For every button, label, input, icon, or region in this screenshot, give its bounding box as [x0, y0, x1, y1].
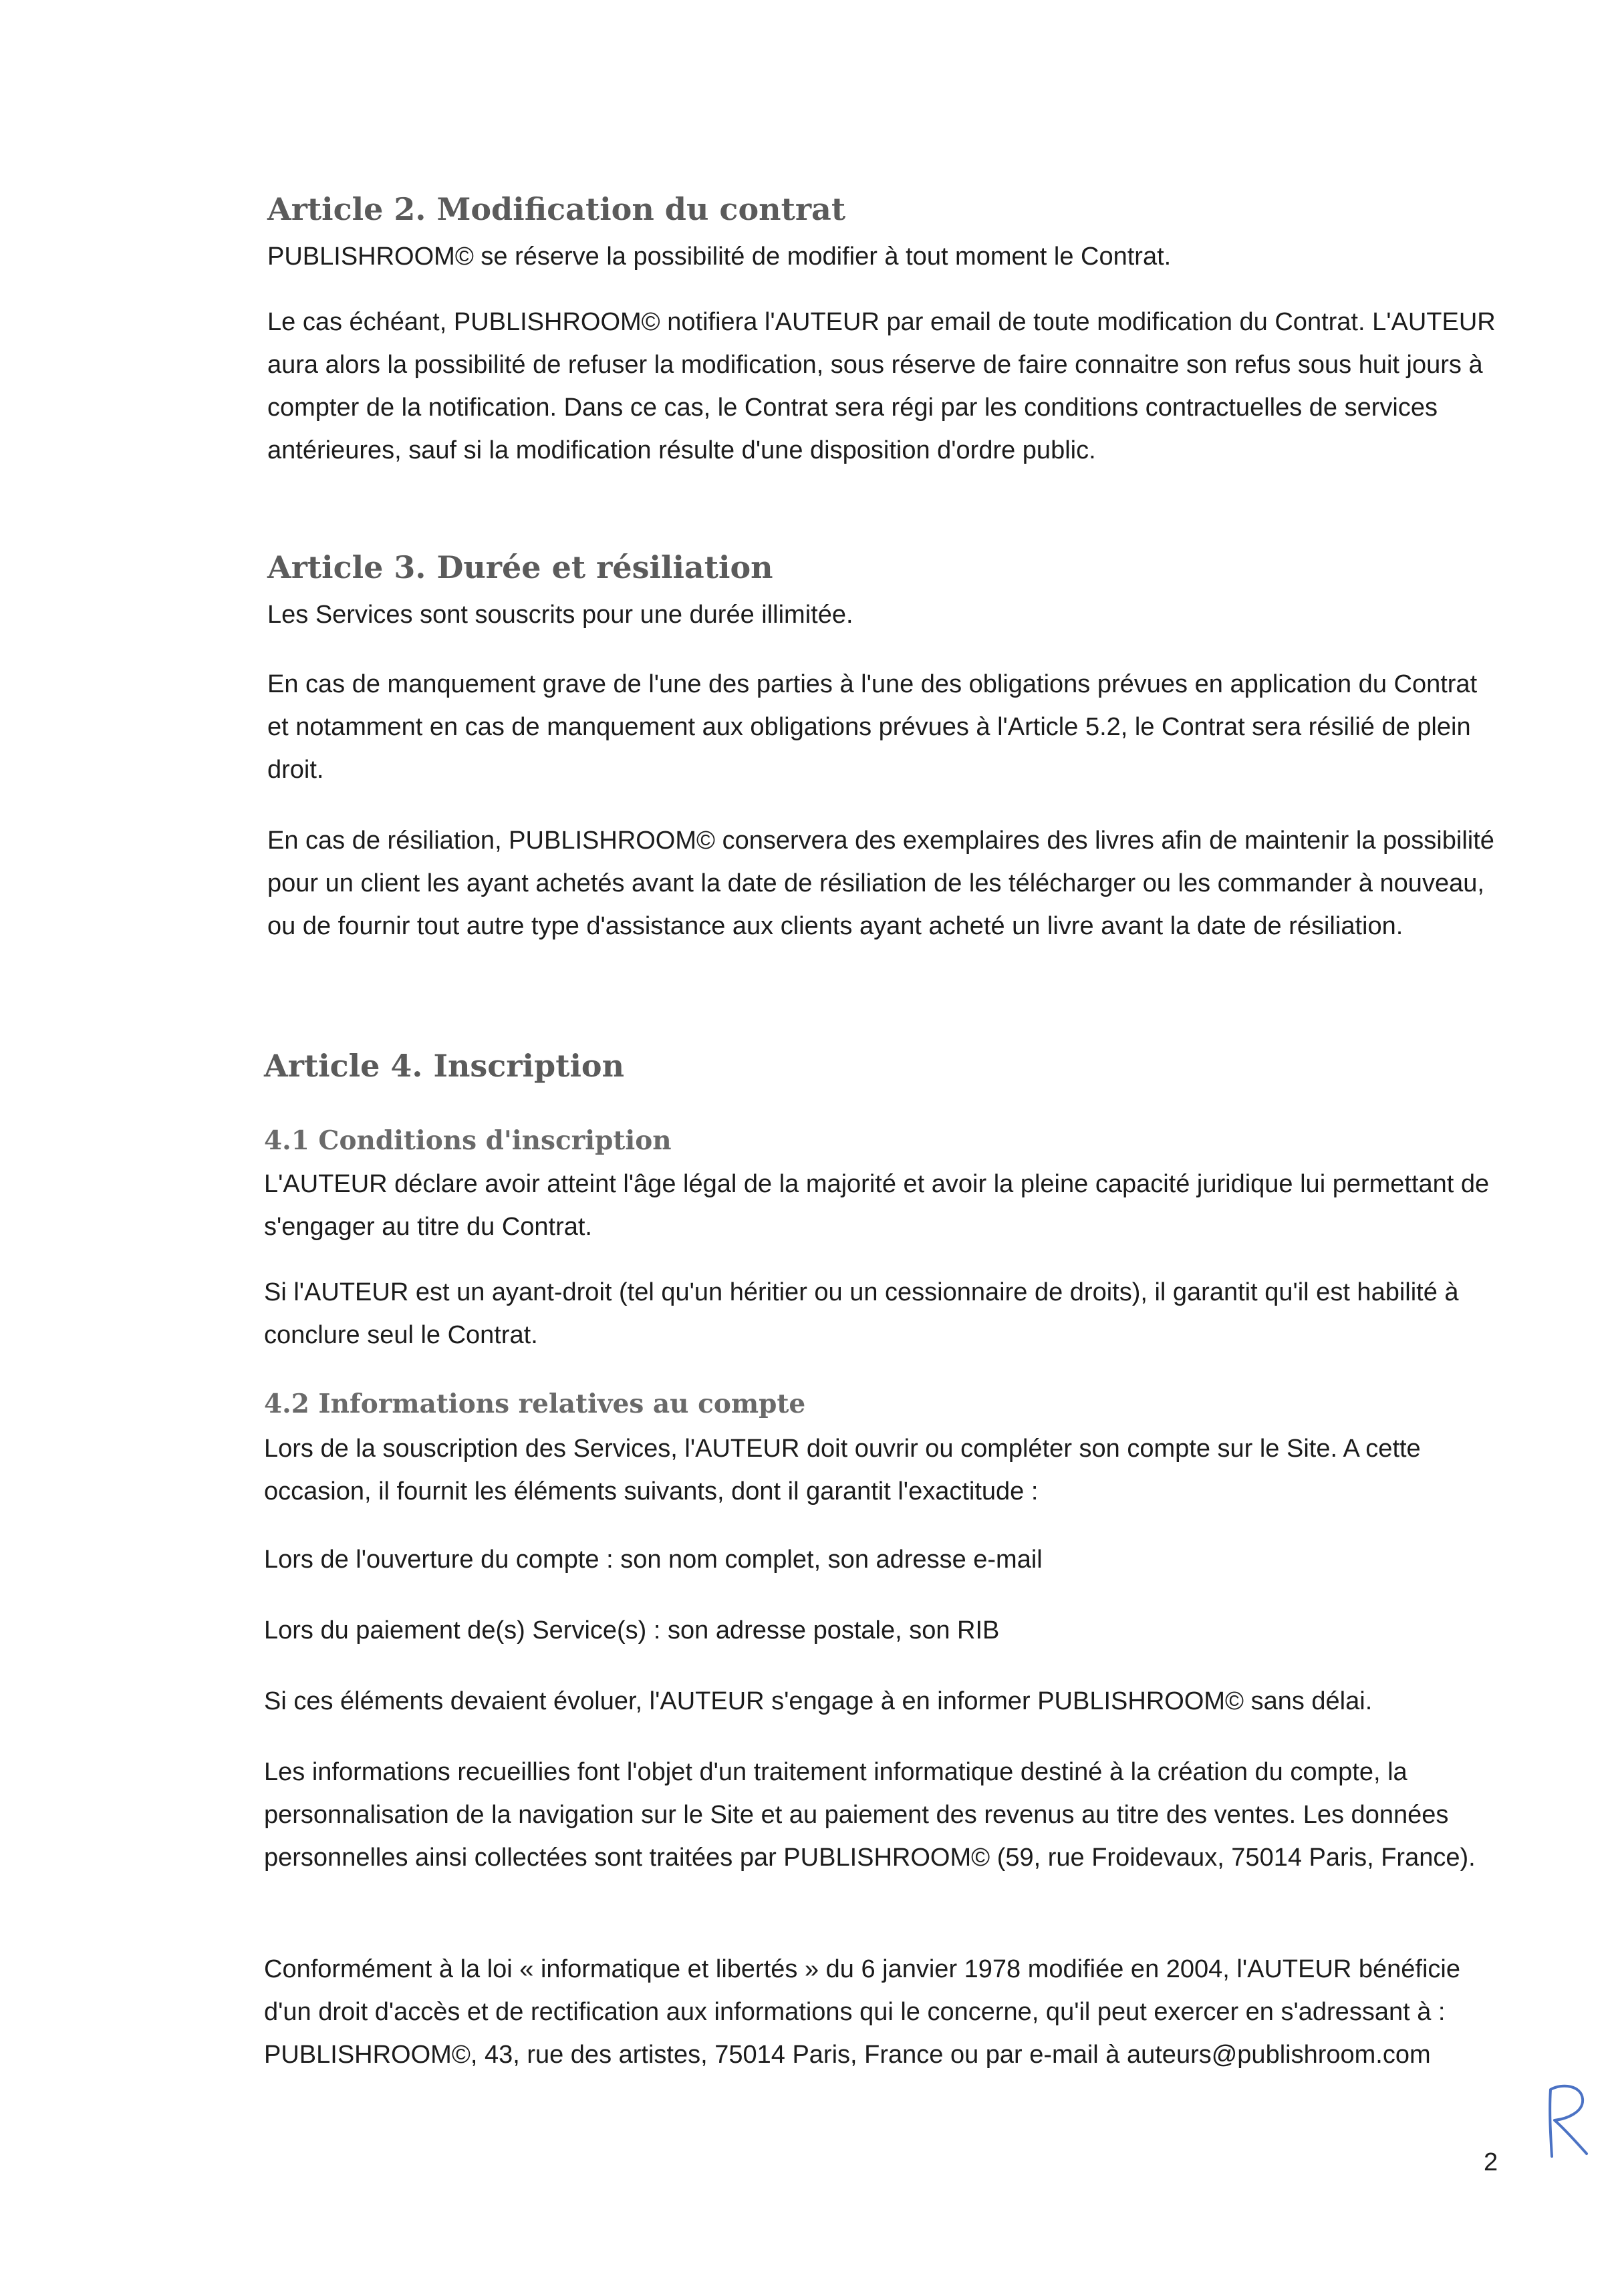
section-4-1-paragraph-2: Si l'AUTEUR est un ayant-droit (tel qu'un héritier ou un cessionnaire de droits), il garantit qu'il est habilité à conclure seul le Contrat.	[264, 1278, 1459, 1349]
section-4-2-paragraph-6: Conformément à la loi « informatique et libertés » du 6 janvier 1978 modifiée en 2004, l'AUTEUR bénéficie d'un droit d'accès et de rectification aux informations qui le concerne, qu'il peut exercer en s'adressant à : PUBLISHROOM©, 43, rue des artistes, 75014 Paris, France ou par e-mail à auteurs@publishroom.com	[264, 1955, 1461, 2069]
section-4-1-paragraph-1: L'AUTEUR déclare avoir atteint l'âge légal de la majorité et avoir la pleine capacité juridique lui permettant de s'engager au titre du Contrat.	[264, 1170, 1490, 1241]
handwritten-initials	[1544, 2082, 1591, 2162]
section-4-2-heading: 4.2 Informations relatives au compte	[264, 1389, 806, 1419]
section-4-2-paragraph-1: Lors de la souscription des Services, l'AUTEUR doit ouvrir ou compléter son compte sur le Site. A cette occasion, il fournit les éléments suivants, dont il garantit l'exactitude :	[264, 1435, 1421, 1505]
article-3-heading: Article 3. Durée et résiliation	[267, 549, 773, 585]
section-4-2-paragraph-4: Si ces éléments devaient évoluer, l'AUTEUR s'engage à en informer PUBLISHROOM© sans délai.	[264, 1687, 1373, 1715]
section-4-2-paragraph-2: Lors de l'ouverture du compte : son nom complet, son adresse e-mail	[264, 1546, 1043, 1574]
section-4-2-paragraph-5: Les informations recueillies font l'objet d'un traitement informatique destiné à la création du compte, la personnalisation de la navigation sur le Site et au paiement des revenus au titre des ventes. Les données personnelles ainsi collectées sont traitées par PUBLISHROOM© (59, rue Froidevaux, 75014 Paris, France).	[264, 1758, 1476, 1872]
page-number: 2	[1484, 2148, 1498, 2176]
article-3-paragraph-3: En cas de résiliation, PUBLISHROOM© conservera des exemplaires des livres afin de maintenir la possibilité pour un client les ayant achetés avant la date de résiliation de les télécharger ou les commander à nouveau, ou de fournir tout autre type d'assistance aux clients ayant acheté un livre avant la date de résiliation.	[267, 827, 1494, 940]
article-2-paragraph-2: Le cas échéant, PUBLISHROOM© notifiera l'AUTEUR par email de toute modification du Contrat. L'AUTEUR aura alors la possibilité de refuser la modification, sous réserve de faire connaitre son refus sous huit jours à compter de la notification. Dans ce cas, le Contrat sera régi par les conditions contractuelles de services antérieures, sauf si la modification résulte d'une disposition d'ordre public.	[267, 308, 1496, 464]
article-4-heading: Article 4. Inscription	[264, 1048, 625, 1084]
article-3-paragraph-1: Les Services sont souscrits pour une durée illimitée.	[267, 601, 853, 629]
section-4-2-paragraph-3: Lors du paiement de(s) Service(s) : son adresse postale, son RIB	[264, 1616, 1000, 1644]
section-4-1-heading: 4.1 Conditions d'inscription	[264, 1125, 672, 1156]
article-3-paragraph-2: En cas de manquement grave de l'une des parties à l'une des obligations prévues en application du Contrat et notamment en cas de manquement aux obligations prévues à l'Article 5.2, le Contrat sera résilié de plein droit.	[267, 670, 1478, 784]
article-2-paragraph-1: PUBLISHROOM© se réserve la possibilité de modifier à tout moment le Contrat.	[267, 243, 1172, 271]
article-2-heading: Article 2. Modification du contrat	[267, 191, 846, 227]
